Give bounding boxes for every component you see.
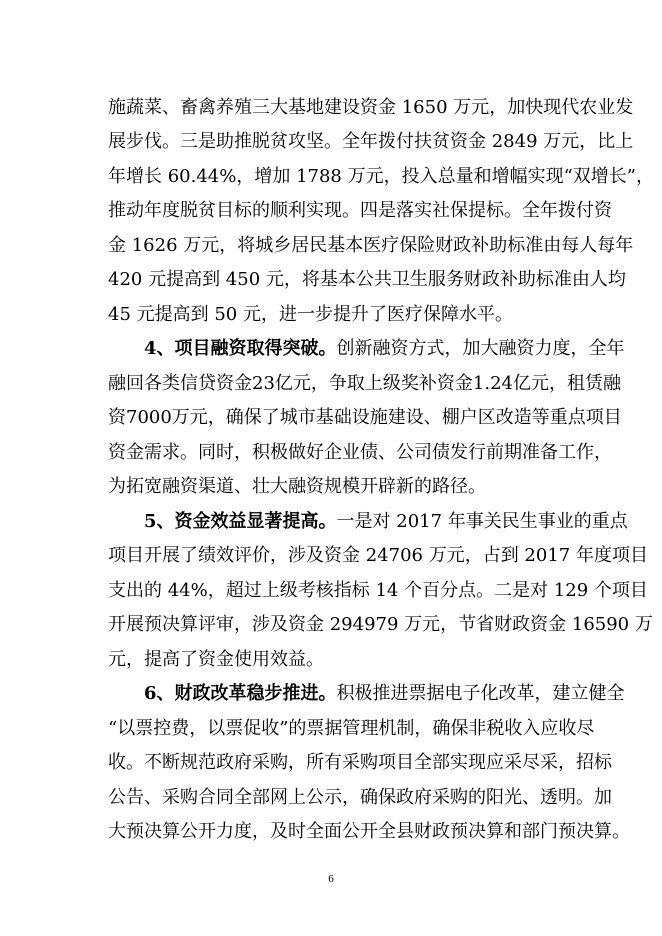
paragraph-3-line-5: 元，提高了资金使用效益。 bbox=[108, 648, 324, 670]
paragraph-3-heading: 5、资金效益显著提高。 bbox=[144, 510, 337, 532]
paragraph-3-first-line-text: 一是对 2017 年事关民生事业的重点 bbox=[336, 510, 628, 532]
paragraph-4-first-line bbox=[144, 682, 625, 706]
paragraph-2-line-5: 为拓宽融资渠道、壮大融资规模开辟新的路径。 bbox=[108, 476, 486, 498]
paragraph-1-line-1: 施蔬菜、畜禽养殖三大基地建设资金 1650 万元，加快现代农业发 bbox=[108, 97, 634, 118]
paragraph-1-line-6: 420 元提高到 450 元，将基本公共卫生服务财政补助标准由人均 bbox=[108, 269, 626, 291]
paragraph-3-line-4: 开展预决算评审，涉及资金 294979 万元，节省财政资金 16590 万 bbox=[108, 614, 653, 636]
paragraph-1-line-4: 推动年度脱贫目标的顺利实现。四是落实社保提标。全年拨付资 bbox=[108, 200, 612, 222]
paragraph-2-line-2: 融回各类信贷资金23亿元，争取上级奖补资金1.24亿元，租赁融 bbox=[108, 372, 621, 394]
paragraph-3-line-2: 项目开展了绩效评价，涉及资金 24706 万元，占到 2017 年度项目 bbox=[108, 545, 648, 567]
paragraph-2-line-4: 资金需求。同时，积极做好企业债、公司债发行前期准备工作， bbox=[108, 441, 612, 463]
page-number: 6 bbox=[328, 873, 334, 885]
paragraph-4-first-line-text: 积极推进票据电子化改革，建立健全 bbox=[336, 683, 625, 705]
paragraph-2-first-line-text: 创新融资方式，加大融资力度，全年 bbox=[336, 338, 625, 360]
paragraph-4-line-3: 收。不断规范政府采购，所有采购项目全部实现应采尽采，招标 bbox=[108, 752, 612, 774]
paragraph-2-heading: 4、项目融资取得突破。 bbox=[144, 338, 337, 360]
paragraph-3-line-3: 支出的 44%，超过上级考核指标 14 个百分点。二是对 129 个项目 bbox=[108, 579, 648, 601]
paragraph-4-line-5: 大预决算公开力度，及时全面公开全县财政预决算和部门预决算。 bbox=[108, 821, 630, 842]
paragraph-4-heading: 6、财政改革稳步推进。 bbox=[144, 683, 337, 705]
paragraph-1-line-3: 年增长 60.44%，增加 1788 万元，投入总量和增幅实现“双增长”， bbox=[108, 165, 655, 187]
paragraph-3-first-line bbox=[144, 510, 628, 534]
paragraph-1-line-7: 45 元提高到 50 元，进一步提升了医疗保障水平。 bbox=[108, 303, 513, 325]
paragraph-4-line-2: “以票控费，以票促收”的票据管理机制，确保非税收入应收尽 bbox=[108, 717, 595, 739]
paragraph-2-first-line bbox=[144, 337, 625, 361]
paragraph-2-line-3: 资7000万元，确保了城市基础设施建设、棚户区改造等重点项目 bbox=[108, 407, 622, 429]
paragraph-1-line-5: 金 1626 万元，将城乡居民基本医疗保险财政补助标准由每人每年 bbox=[108, 234, 634, 256]
paragraph-1-line-2: 展步伐。三是助推脱贫攻坚。全年拨付扶贫资金 2849 万元，比上 bbox=[108, 131, 634, 153]
paragraph-4-line-4: 公告、采购合同全部网上公示，确保政府采购的阳光、透明。加 bbox=[108, 786, 612, 808]
